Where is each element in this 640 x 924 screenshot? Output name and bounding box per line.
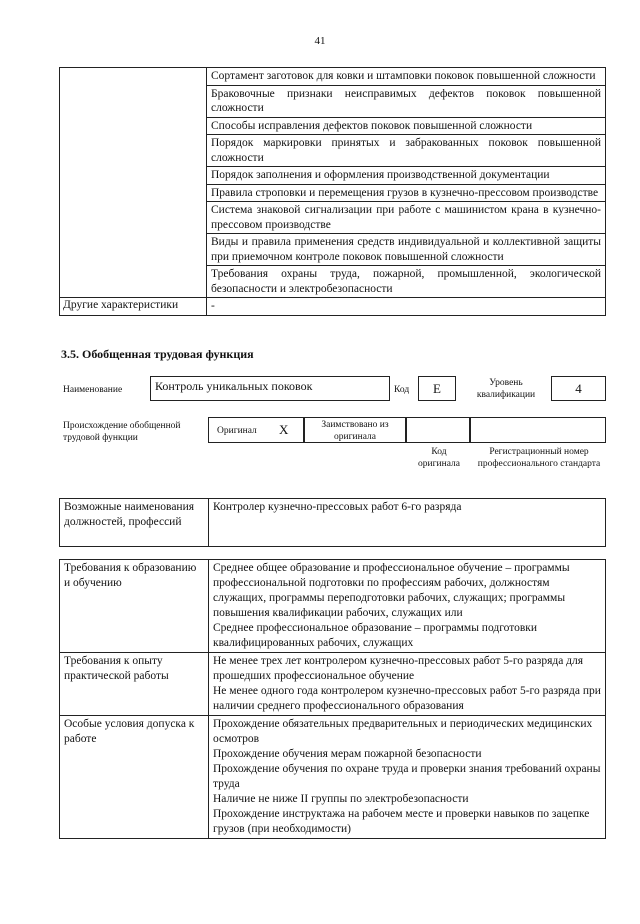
knowledge-item: Система знаковой сигнализации при работе с машинистом крана в кузнечно-прессовом производстве — [207, 202, 606, 234]
requirement-line: Среднее общее образование и профессиональное обучение – программы профессиональной подготовки по профессиям рабочих, должностям служащих, программы переподготовки рабочих, служащих; программы повышения квалификации рабочих, служащих или — [213, 562, 570, 619]
positions-value: Контролер кузнечно-прессовых работ 6-го разряда — [209, 499, 606, 547]
reg-number-label: Регистрационный номер профессионального стандарта — [477, 447, 601, 469]
origin-label: Происхождение обобщенной трудовой функции — [63, 421, 181, 443]
requirement-line: Наличие не ниже II группы по электробезопасности — [213, 793, 469, 805]
table-row — [60, 499, 606, 547]
knowledge-item: Способы исправления дефектов поковок повышенной сложности — [207, 117, 606, 135]
requirement-line: Среднее профессиональное образование – программы подготовки квалифицированных рабочих, служащих — [213, 622, 538, 649]
table-row — [60, 560, 606, 653]
admission-label: Особые условия допуска к работе — [60, 716, 209, 839]
table-row — [60, 68, 606, 86]
requirement-line: Прохождение инструктажа на рабочем месте и проверки навыков по зацепке грузов (при необходимости) — [213, 808, 590, 835]
page-number: 41 — [314, 35, 326, 47]
knowledge-item: Требования охраны труда, пожарной, промышленной, экологической безопасности и электробезопасности — [207, 266, 606, 298]
requirement-line: Прохождение обучения по охране труда и проверки знания требований охраны труда — [213, 763, 601, 790]
knowledge-table — [59, 67, 606, 316]
borrowed-label: Заимствовано из оригинала — [304, 417, 406, 443]
name-value: Контроль уникальных поковок — [150, 376, 390, 401]
education-value — [209, 560, 606, 653]
knowledge-item: Сортамент заготовок для ковки и штамповки поковок повышенной сложности — [207, 68, 606, 86]
education-label: Требования к образованию и обучению — [60, 560, 209, 653]
level-label: Уровень квалификации — [476, 378, 536, 400]
original-label: Оригинал — [217, 426, 257, 436]
positions-table — [59, 498, 606, 547]
code-label: Код — [394, 385, 410, 395]
experience-value — [209, 653, 606, 716]
knowledge-item: Правила строповки и перемещения грузов в кузнечно-прессовом производстве — [207, 184, 606, 202]
level-value: 4 — [551, 376, 606, 401]
other-characteristics-value: - — [207, 298, 606, 316]
knowledge-label-cell — [60, 68, 207, 298]
knowledge-item: Порядок заполнения и оформления производственной документации — [207, 167, 606, 185]
table-row — [60, 298, 606, 316]
requirement-line: Не менее одного года контролером кузнечно-прессовых работ 5-го разряда при наличии среднего профессионального образования — [213, 685, 601, 712]
table-row — [60, 653, 606, 716]
requirement-line: Прохождение обязательных предварительных и периодических медицинских осмотров — [213, 718, 593, 745]
requirements-table — [59, 559, 606, 839]
other-characteristics-label: Другие характеристики — [60, 298, 207, 316]
requirement-line: Прохождение обучения мерам пожарной безопасности — [213, 748, 482, 760]
table-row — [60, 716, 606, 839]
knowledge-item: Браковочные признаки неисправимых дефектов поковок повышенной сложности — [207, 85, 606, 117]
requirement-line: Не менее трех лет контролером кузнечно-прессовых работ 5-го разряда для прошедших профессиональное обучение — [213, 655, 584, 682]
original-cell — [208, 417, 304, 443]
experience-label: Требования к опыту практической работы — [60, 653, 209, 716]
original-mark: X — [279, 422, 289, 437]
knowledge-item: Порядок маркировки принятых и забракованных поковок повышенной сложности — [207, 135, 606, 167]
name-label: Наименование — [63, 385, 123, 395]
code-original-label: Код оригинала — [418, 447, 460, 469]
admission-value — [209, 716, 606, 839]
knowledge-item: Виды и правила применения средств индивидуальной и коллективной защиты при приемочном контроле поковок повышенной сложности — [207, 234, 606, 266]
reg-number-cell — [470, 417, 606, 443]
section-title: 3.5. Обобщенная трудовая функция — [61, 347, 254, 361]
positions-label: Возможные наименования должностей, профессий — [60, 499, 209, 547]
code-value: E — [418, 376, 456, 401]
code-original-cell — [406, 417, 470, 443]
